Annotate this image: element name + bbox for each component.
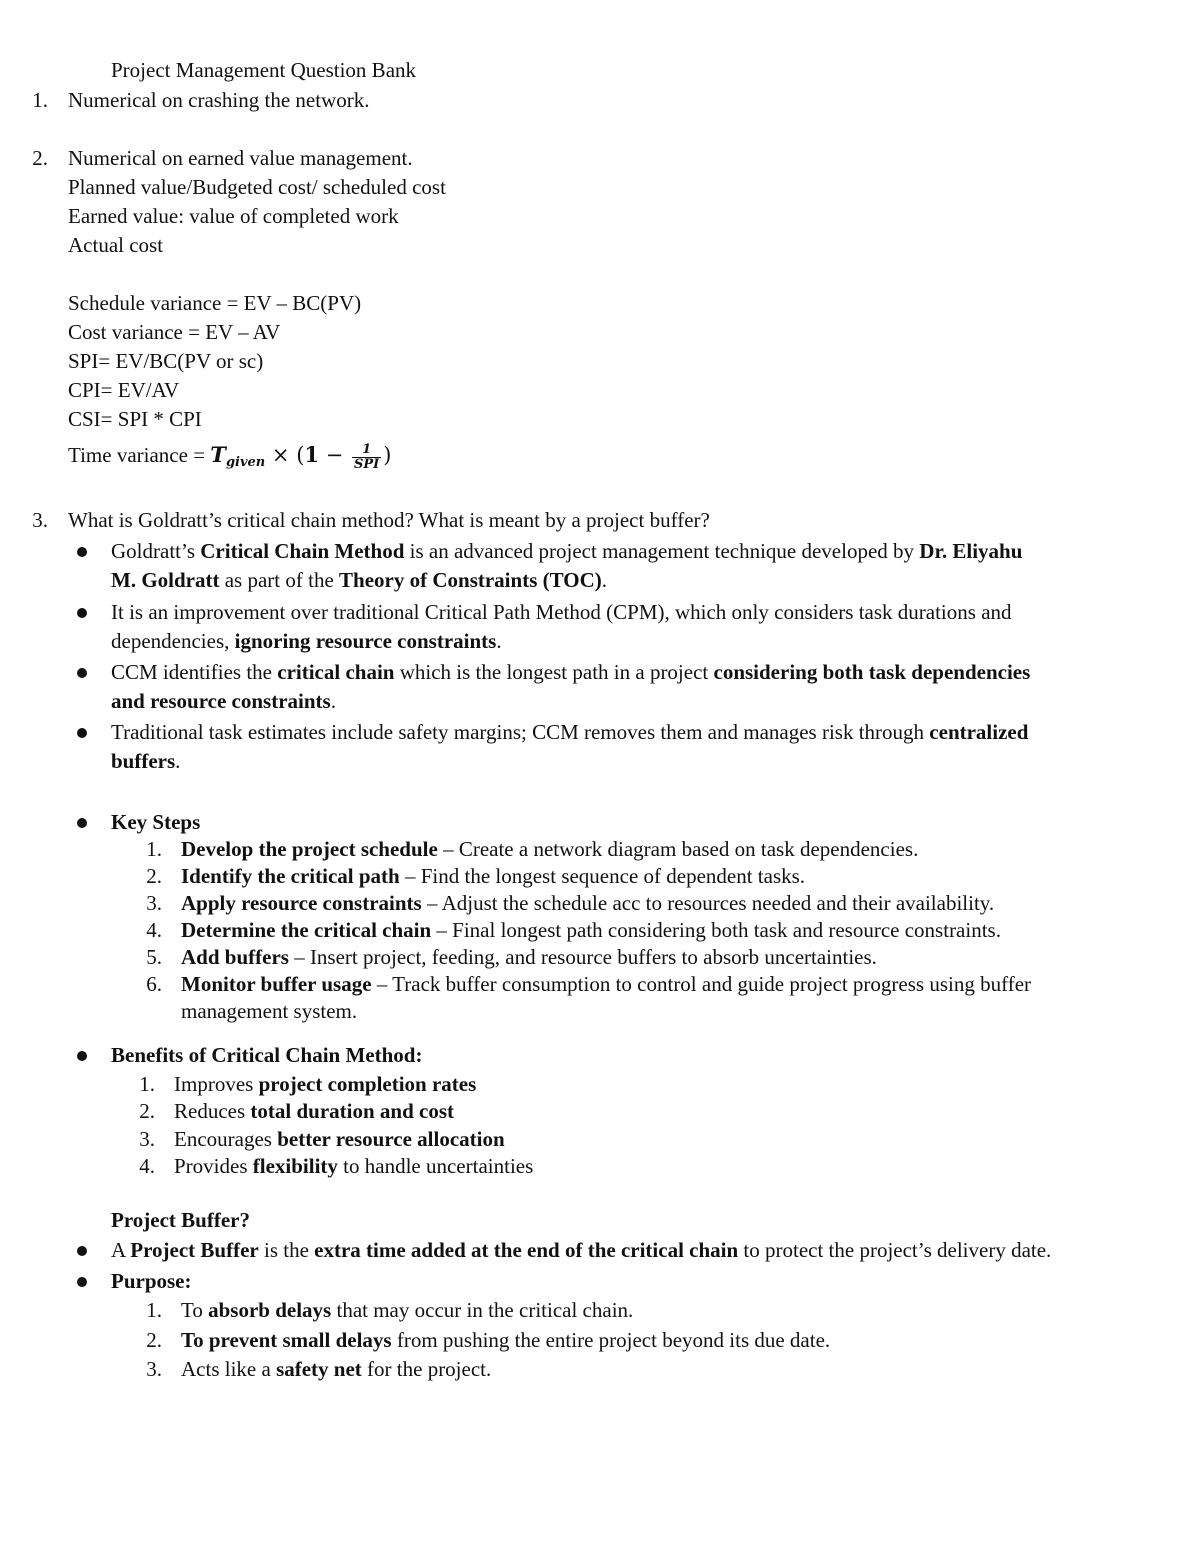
bullet-icon <box>77 1277 87 1287</box>
formula: CSI= SPI * CPI <box>68 407 202 431</box>
key-steps-heading: Key Steps <box>111 810 201 834</box>
bullet-text: dependencies, ignoring resource constraints. <box>111 629 502 653</box>
step-number: 3. <box>146 891 162 915</box>
question-number: 2. <box>32 146 48 170</box>
question-number: 1. <box>32 88 48 112</box>
purpose-text: Acts like a safety net for the project. <box>181 1357 492 1381</box>
benefit-text: Provides flexibility to handle uncertainties <box>174 1154 534 1178</box>
formula: CPI= EV/AV <box>68 378 180 402</box>
purpose-text: To absorb delays that may occur in the critical chain. <box>181 1298 634 1322</box>
step-number: 1. <box>146 837 162 861</box>
bullet-icon <box>77 668 87 678</box>
step-text: Develop the project schedule – Create a network diagram based on task dependencies. <box>181 837 919 861</box>
bullet-text: Traditional task estimates include safety margins; CCM removes them and manages risk through centralized <box>111 720 1029 744</box>
bullet-icon <box>77 728 87 738</box>
benefit-text: Reduces total duration and cost <box>174 1099 455 1123</box>
benefit-number: 3. <box>139 1127 155 1151</box>
bullet-icon <box>77 1246 87 1256</box>
question-text: Numerical on earned value management. <box>68 146 413 170</box>
step-text: management system. <box>181 999 358 1023</box>
bullet-text: CCM identifies the critical chain which is the longest path in a project considering both task dependencies <box>111 660 1031 684</box>
formula: SPI= EV/BC(PV or sc) <box>68 349 264 373</box>
purpose-text: To prevent small delays from pushing the entire project beyond its due date. <box>181 1328 831 1352</box>
bullet-text: and resource constraints. <box>111 689 336 713</box>
benefit-text: Encourages better resource allocation <box>174 1127 505 1151</box>
evm-definition: Earned value: value of completed work <box>68 204 399 228</box>
step-text: Identify the critical path – Find the longest sequence of dependent tasks. <box>181 864 806 888</box>
bullet-text: Goldratt’s Critical Chain Method is an advanced project management technique developed by Dr. Eliyahu <box>111 539 1023 563</box>
benefit-number: 1. <box>139 1072 155 1096</box>
step-number: 2. <box>146 864 162 888</box>
benefit-text: Improves project completion rates <box>174 1072 477 1096</box>
benefit-number: 4. <box>139 1154 155 1178</box>
bullet-text: buffers. <box>111 749 181 773</box>
benefit-number: 2. <box>139 1099 155 1123</box>
document-title: Project Management Question Bank <box>111 58 417 82</box>
step-text: Monitor buffer usage – Track buffer consumption to control and guide project progress using buffer <box>181 972 1032 996</box>
fraction: $\frac{1}{\text{SPI}}$ <box>353 441 380 472</box>
evm-definition: Actual cost <box>68 233 164 257</box>
formula: Schedule variance = EV – BC(PV) <box>68 291 362 315</box>
bullet-icon <box>77 547 87 557</box>
purpose-heading: Purpose: <box>111 1269 192 1293</box>
bullet-icon <box>77 608 87 618</box>
question-text: Numerical on crashing the network. <box>68 88 370 112</box>
benefits-heading: Benefits of Critical Chain Method: <box>111 1043 423 1067</box>
step-number: 6. <box>146 972 162 996</box>
step-number: 5. <box>146 945 162 969</box>
time-variance-formula: Time variance = $T_{given} \times (1$ − $\frac{1}{\text{SPI}}$ ) <box>68 441 392 472</box>
step-text: Add buffers – Insert project, feeding, and resource buffers to absorb uncertainties. <box>181 945 877 969</box>
purpose-number: 1. <box>146 1298 162 1322</box>
bullet-text: It is an improvement over traditional Critical Path Method (CPM), which only considers task durations and <box>111 600 1012 624</box>
project-buffer-heading: Project Buffer? <box>111 1208 250 1232</box>
bullet-icon <box>77 818 87 828</box>
step-text: Determine the critical chain – Final longest path considering both task and resource constraints. <box>181 918 1001 942</box>
question-text: What is Goldratt’s critical chain method? What is meant by a project buffer? <box>68 508 710 532</box>
purpose-number: 3. <box>146 1357 162 1381</box>
bullet-icon <box>77 1051 87 1061</box>
purpose-number: 2. <box>146 1328 162 1352</box>
evm-definition: Planned value/Budgeted cost/ scheduled cost <box>68 175 446 199</box>
formula: Cost variance = EV – AV <box>68 320 281 344</box>
bullet-text: M. Goldratt as part of the Theory of Constraints (TOC). <box>111 568 607 592</box>
question-number: 3. <box>32 508 48 532</box>
step-number: 4. <box>146 918 162 942</box>
step-text: Apply resource constraints – Adjust the schedule acc to resources needed and their availability. <box>181 891 995 915</box>
bullet-text: A Project Buffer is the extra time added at the end of the critical chain to protect the project’s delivery date. <box>111 1238 1052 1262</box>
